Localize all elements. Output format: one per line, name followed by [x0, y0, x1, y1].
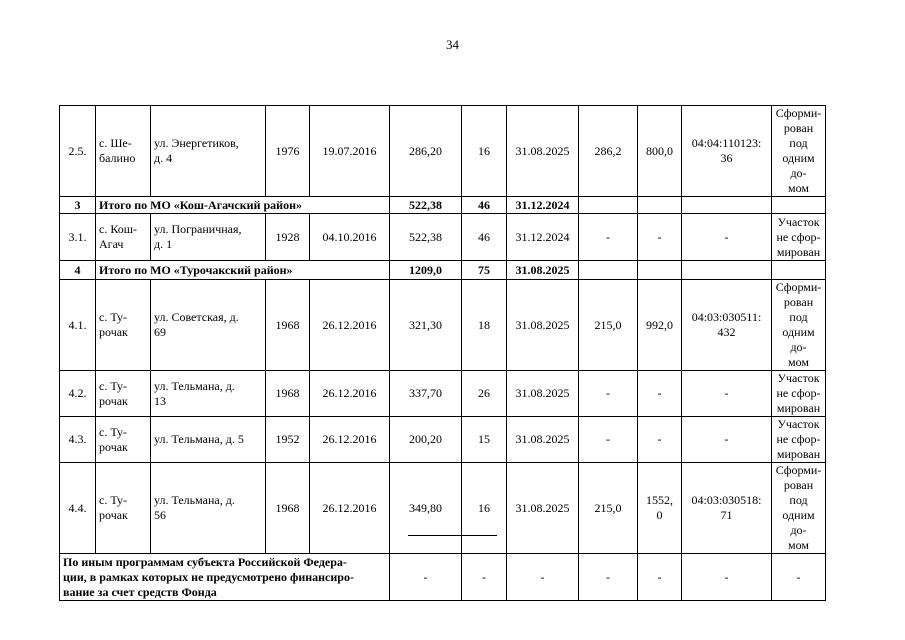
status-cell: Участок не сфор- мирован [772, 417, 826, 463]
table-row [60, 280, 826, 371]
year-cell: 1976 [266, 106, 310, 197]
table-row [60, 463, 826, 554]
empty-cell [638, 197, 682, 214]
footnote-divider [408, 535, 497, 536]
cadastral-cell: 04:04:110123: 36 [682, 106, 772, 197]
empty-cell [682, 261, 772, 280]
row-number: 4.4. [60, 463, 96, 554]
people-cell: 46 [462, 197, 507, 214]
deadline-cell: 31.08.2025 [507, 261, 579, 280]
area-cell: 321,30 [390, 280, 462, 371]
col9-cell: - [579, 417, 638, 463]
total-title: Итого по МО «Турочакский район» [96, 261, 390, 280]
table-row-other-programs [60, 554, 826, 601]
table-row-total [60, 261, 826, 280]
col10-cell: 992,0 [638, 280, 682, 371]
table-row-total [60, 197, 826, 214]
address-cell: ул. Тельмана, д. 5 [151, 417, 266, 463]
deadline-cell: 31.08.2025 [507, 280, 579, 371]
address-cell: ул. Энергетиков, д. 4 [151, 106, 266, 197]
settlement-cell: с. Кош- Агач [96, 214, 151, 261]
col9-cell: - [579, 554, 638, 601]
people-cell: 16 [462, 463, 507, 554]
row-number: 3.1. [60, 214, 96, 261]
date-cell: 26.12.2016 [310, 280, 390, 371]
table-row [60, 371, 826, 417]
settlement-cell: с. Ту- рочак [96, 463, 151, 554]
total-title: Итого по МО «Кош-Агачский район» [96, 197, 390, 214]
table-row [60, 417, 826, 463]
status-cell: - [772, 554, 826, 601]
deadline-cell: 31.12.2024 [507, 214, 579, 261]
col10-cell: - [638, 371, 682, 417]
col10-cell: - [638, 417, 682, 463]
address-cell: ул. Советская, д. 69 [151, 280, 266, 371]
row-number: 4.1. [60, 280, 96, 371]
other-programs-title: По иным программам субъекта Российской Федера- ции, в рамках которых не предусмотрено финансиро- вание за счет средств Фонда [60, 554, 390, 601]
address-cell: ул. Тельмана, д. 13 [151, 371, 266, 417]
empty-cell [579, 197, 638, 214]
empty-cell [772, 197, 826, 214]
status-cell: Сформи- рован под одним до- мом [772, 463, 826, 554]
deadline-cell: 31.08.2025 [507, 463, 579, 554]
settlement-cell: с. Ту- рочак [96, 280, 151, 371]
col9-cell: 286,2 [579, 106, 638, 197]
cadastral-cell: 04:03:030518: 71 [682, 463, 772, 554]
table-row [60, 106, 826, 197]
col10-cell: - [638, 214, 682, 261]
deadline-cell: 31.08.2025 [507, 106, 579, 197]
deadline-cell: 31.08.2025 [507, 371, 579, 417]
col9-cell: - [579, 214, 638, 261]
address-cell: ул. Пограничная, д. 1 [151, 214, 266, 261]
year-cell: 1968 [266, 463, 310, 554]
page-number: 34 [446, 37, 459, 52]
area-cell: 200,20 [390, 417, 462, 463]
date-cell: 26.12.2016 [310, 417, 390, 463]
col9-cell: 215,0 [579, 280, 638, 371]
area-cell: 337,70 [390, 371, 462, 417]
area-cell: 286,20 [390, 106, 462, 197]
people-cell: 26 [462, 371, 507, 417]
date-cell: 26.12.2016 [310, 371, 390, 417]
row-number: 3 [60, 197, 96, 214]
status-cell: Сформи- рован под одним до- мом [772, 106, 826, 197]
area-cell: 522,38 [390, 214, 462, 261]
cadastral-cell: - [682, 554, 772, 601]
date-cell: 04.10.2016 [310, 214, 390, 261]
people-cell: - [462, 554, 507, 601]
settlement-cell: с. Ту- рочак [96, 371, 151, 417]
col10-cell: 800,0 [638, 106, 682, 197]
date-cell: 19.07.2016 [310, 106, 390, 197]
address-cell: ул. Тельмана, д. 56 [151, 463, 266, 554]
status-cell: Участок не сфор- мирован [772, 371, 826, 417]
people-cell: 18 [462, 280, 507, 371]
area-cell: 349,80 [390, 463, 462, 554]
date-cell: 26.12.2016 [310, 463, 390, 554]
year-cell: 1968 [266, 371, 310, 417]
empty-cell [772, 261, 826, 280]
col9-cell: - [579, 371, 638, 417]
people-cell: 15 [462, 417, 507, 463]
col10-cell: - [638, 554, 682, 601]
deadline-cell: 31.12.2024 [507, 197, 579, 214]
people-cell: 46 [462, 214, 507, 261]
row-number: 4.2. [60, 371, 96, 417]
cadastral-cell: - [682, 417, 772, 463]
area-cell: 522,38 [390, 197, 462, 214]
year-cell: 1952 [266, 417, 310, 463]
people-cell: 16 [462, 106, 507, 197]
area-cell: 1209,0 [390, 261, 462, 280]
year-cell: 1928 [266, 214, 310, 261]
cadastral-cell: - [682, 371, 772, 417]
people-cell: 75 [462, 261, 507, 280]
settlement-cell: с. Ту- рочак [96, 417, 151, 463]
cadastral-cell: - [682, 214, 772, 261]
year-cell: 1968 [266, 280, 310, 371]
deadline-cell: 31.08.2025 [507, 417, 579, 463]
deadline-cell: - [507, 554, 579, 601]
settlement-cell: с. Ше- балино [96, 106, 151, 197]
col9-cell: 215,0 [579, 463, 638, 554]
housing-table [59, 105, 826, 601]
empty-cell [682, 197, 772, 214]
empty-cell [638, 261, 682, 280]
row-number: 4 [60, 261, 96, 280]
area-cell: - [390, 554, 462, 601]
status-cell: Участок не сфор- мирован [772, 214, 826, 261]
cadastral-cell: 04:03:030511: 432 [682, 280, 772, 371]
col10-cell: 1552, 0 [638, 463, 682, 554]
status-cell: Сформи- рован под одним до- мом [772, 280, 826, 371]
table-row [60, 214, 826, 261]
row-number: 4.3. [60, 417, 96, 463]
row-number: 2.5. [60, 106, 96, 197]
empty-cell [579, 261, 638, 280]
